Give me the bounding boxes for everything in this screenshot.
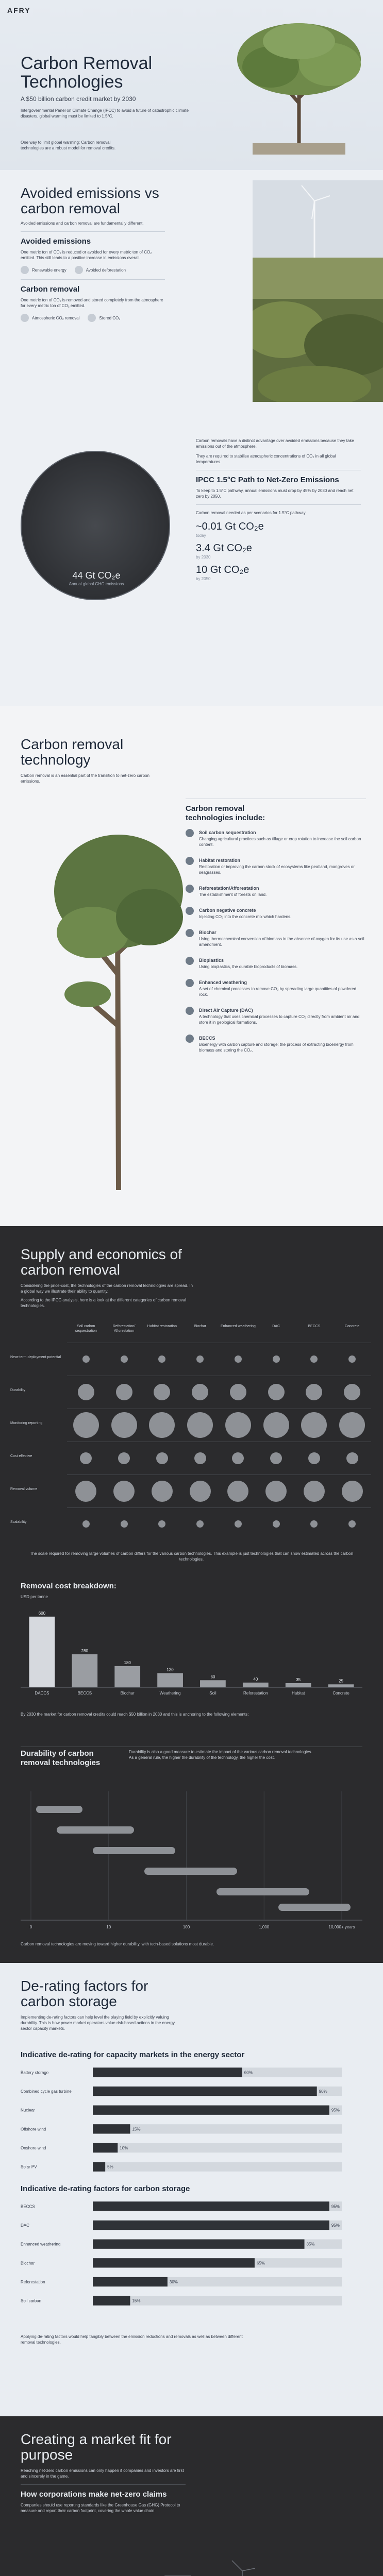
matrix-bubble	[158, 1355, 165, 1363]
cost-bar	[72, 1654, 97, 1687]
technology-item: BECCS Bioenergy with carbon capture and storage; the process of extracting bioenergy from biomass and storing the CO₂.	[186, 1035, 366, 1053]
technology-item: Reforestation/Afforestation The establishment of forests on land.	[186, 885, 366, 897]
matrix-bubble	[301, 1412, 327, 1438]
derating-category-label: Onshore wind	[21, 2146, 46, 2150]
matrix-bubble	[308, 1452, 320, 1464]
matrix-bubble	[156, 1452, 168, 1464]
derating-category-label: BECCS	[21, 2204, 35, 2209]
matrix-footnote: The scale required for removing large volumes of carbon differs for the various carbon technologies. This example is just technologies that can show estimated across the carbon technologies.	[29, 1551, 354, 1562]
derating-value-label: 65%	[256, 2261, 265, 2266]
matrix-bubble	[154, 1384, 170, 1400]
technology-item: Soil carbon sequestration Changing agricultural practices such as tillage or crop rotation to increase the soil carbon content.	[186, 829, 366, 848]
derating-category-label: Enhanced weathering	[21, 2242, 61, 2247]
emissions-value: 44 Gt CO₂e	[72, 570, 121, 581]
emissions-caption: Annual global GHG emissions	[69, 582, 124, 586]
derating-category-label: Reforestation	[21, 2280, 45, 2284]
cost-value-label: 40	[253, 1676, 258, 1682]
forest-photo	[253, 299, 383, 402]
cost-axis-title: USD per tonne	[21, 1595, 48, 1599]
claims-subheading: How corporations make net-zero claims	[21, 2490, 167, 2499]
matrix-column-label: Concrete	[344, 1325, 360, 1328]
matrix-bubble	[235, 1355, 242, 1363]
cost-note: By 2030 the market for carbon removal credits could reach $50 billion in 2030 and this is anchoring to the following elements:	[21, 1712, 249, 1717]
durability-note: Carbon removal technologies are moving toward higher durability, with tech-based solutions most durable.	[21, 1942, 214, 1946]
matrix-bubble	[342, 1481, 363, 1502]
derating-value-label: 95%	[331, 2223, 340, 2228]
chart2-heading: Indicative de-rating factors for carbon storage	[21, 2184, 190, 2193]
stat-item: 10 Gt CO₂e by 2050	[196, 564, 249, 581]
soil-icon	[186, 829, 194, 837]
stats-list	[196, 521, 361, 582]
matrix-bubble	[346, 1452, 358, 1464]
derating-category-label: Nuclear	[21, 2108, 35, 2113]
cost-bar	[114, 1666, 140, 1687]
derating-bar	[93, 2143, 118, 2153]
durability-range-bar	[36, 1806, 82, 1813]
derating-category-label: Offshore wind	[21, 2127, 46, 2132]
derating-category-label: Soil carbon	[21, 2298, 42, 2303]
matrix-bubble	[270, 1452, 282, 1464]
derating-value-label: 30%	[169, 2280, 178, 2284]
avoided-title: Avoided emissions vs carbon removal	[21, 185, 159, 216]
matrix-bubble	[348, 1355, 356, 1363]
derating-bar	[93, 2124, 130, 2133]
matrix-bubble	[196, 1355, 204, 1363]
derating-title: De-rating factors for carbon storage	[21, 1978, 148, 2009]
derating-lead: Implementing de-rating factors can help level the playing field by explicitly valuing durability. This is how power market operators value risk-based actions in the energy sector capacity markets.	[21, 2015, 175, 2031]
derating-value-label: 15%	[132, 2127, 141, 2132]
hero-subtitle: A $50 billion carbon credit market by 2030	[21, 95, 136, 103]
matrix-bubble	[75, 1481, 96, 1502]
stored-co2-item: Stored CO₂	[88, 314, 120, 322]
durability-range-bar	[278, 1904, 351, 1911]
cost-bar	[200, 1680, 226, 1687]
cost-category-label: Habitat	[292, 1691, 305, 1696]
matrix-bubble	[78, 1384, 94, 1400]
cost-category-label: Reforestation	[243, 1691, 268, 1696]
technology-item: Biochar Using thermochemical conversion of biomass in the absence of oxygen for its use as a soil amendment.	[186, 929, 366, 947]
economics-section	[0, 1226, 383, 1963]
market-title: Creating a market fit for purpose	[21, 2431, 172, 2463]
matrix-bubble	[190, 1481, 211, 1502]
matrix-bubble	[263, 1412, 289, 1438]
matrix-bubble	[310, 1520, 318, 1528]
technologies-list-heading: Carbon removal technologies include:	[186, 804, 265, 822]
habitat-icon	[186, 857, 194, 865]
derating-bar	[93, 2277, 168, 2286]
cost-value-label: 25	[339, 1679, 344, 1684]
derating-value-label: 95%	[331, 2108, 340, 2113]
cost-category-label: Concrete	[332, 1691, 349, 1696]
matrix-bubble	[149, 1412, 175, 1438]
matrix-bubble	[273, 1520, 280, 1528]
matrix-row-label: Monitoring reporting	[10, 1421, 43, 1425]
cost-bar	[29, 1617, 55, 1687]
tree-illustration	[222, 15, 376, 155]
matrix-column-label: Biochar	[194, 1325, 206, 1328]
technology-section	[0, 706, 383, 1226]
chart1-heading: Indicative de-rating for capacity markets in the energy sector	[21, 2050, 245, 2059]
cost-value-label: 280	[81, 1649, 88, 1653]
matrix-bubble	[230, 1384, 246, 1400]
durability-axis-label: 10,000+ years	[328, 1925, 355, 1929]
avoided-vs-removal-section	[0, 170, 383, 706]
derating-value-label: 5%	[107, 2164, 113, 2170]
matrix-column-label: Reforestation/ Afforestation	[112, 1325, 136, 1333]
durability-axis-label: 100	[182, 1925, 190, 1929]
matrix-bubble	[121, 1520, 128, 1528]
page-title: Carbon Removal Technologies	[21, 54, 153, 92]
derating-section	[0, 1963, 383, 2416]
renewable-energy-icon	[21, 266, 29, 274]
hero-intro: Intergovernmental Panel on Climate Change (IPCC) to avoid a future of catastrophic climate disasters, global warming must be limited to 1.5°C.	[21, 108, 189, 118]
matrix-bubble	[194, 1452, 206, 1464]
bioplastics-icon	[186, 957, 194, 965]
avoided-deforestation-item: Avoided deforestation	[75, 266, 126, 274]
air-capture-icon	[186, 1007, 194, 1015]
cost-breakdown-heading: Removal cost breakdown:	[21, 1582, 116, 1590]
matrix-bubble	[116, 1384, 132, 1400]
matrix-bubble	[344, 1384, 360, 1400]
derating-category-label: Battery storage	[21, 2070, 49, 2075]
matrix-body	[10, 1343, 373, 1540]
matrix-column-label: Soil carbon sequestration	[75, 1325, 97, 1333]
ipcc-path-heading: IPCC 1.5°C Path to Net-Zero Emissions	[196, 476, 339, 484]
matrix-bubble	[265, 1481, 287, 1502]
technology-item: Bioplastics Using bioplastics, the durable bioproducts of biomass.	[186, 957, 366, 970]
derating-value-label: 60%	[244, 2070, 253, 2075]
cost-category-label: Soil	[209, 1691, 217, 1696]
concrete-icon	[186, 907, 194, 915]
cost-value-label: 180	[124, 1660, 131, 1665]
derating-bar	[93, 2106, 329, 2115]
market-section	[0, 2416, 383, 2576]
technology-lead: Carbon removal is an essential part of the transition to net-zero carbon emissions.	[21, 773, 149, 784]
forest-icon	[186, 885, 194, 893]
matrix-row-label: Cost effective	[10, 1454, 32, 1458]
derating-category-label: Solar PV	[21, 2164, 37, 2170]
matrix-bubble	[73, 1412, 99, 1438]
hero-note: One way to limit global warming: Carbon removal technologies are a robust model for removal credits.	[21, 140, 116, 150]
matrix-bubble	[235, 1520, 242, 1528]
matrix-bubble	[82, 1355, 90, 1363]
derating-category-label: Biochar	[21, 2261, 35, 2266]
matrix-bubble	[80, 1452, 92, 1464]
cost-value-label: 35	[296, 1677, 301, 1682]
technology-title: Carbon removal technology	[21, 736, 124, 768]
matrix-bubble	[306, 1384, 322, 1400]
stabilise-text: They are required to stabilise atmospheric concentrations of CO₂ in all global temperatures.	[196, 454, 336, 464]
technology-item: Habitat restoration Restoration or improving the carbon stock of ecosystems like peatland, mangroves or seagrasses.	[186, 857, 366, 875]
cost-bar-chart	[21, 1600, 362, 1703]
avoided-emissions-heading: Avoided emissions	[21, 237, 91, 246]
cost-category-label: BECCS	[77, 1691, 92, 1696]
durability-range-bar	[217, 1888, 309, 1895]
matrix-bubble	[304, 1481, 325, 1502]
matrix-bubble	[339, 1412, 365, 1438]
technology-item: Carbon negative concrete Injecting CO₂ into the concrete mix which hardens.	[186, 907, 366, 920]
derating-bar	[93, 2240, 305, 2249]
technology-item: Enhanced weathering A set of chemical processes to remove CO₂ by spreading large quantities of powdered rock.	[186, 979, 366, 997]
derating-bar	[93, 2296, 130, 2306]
derating-bar	[93, 2162, 105, 2172]
matrix-bubble	[232, 1452, 244, 1464]
durability-range-bar	[93, 1847, 175, 1854]
matrix-bubble	[187, 1412, 213, 1438]
cost-bar	[328, 1684, 354, 1687]
matrix-column-label: DAC	[272, 1325, 280, 1328]
biochar-icon	[186, 929, 194, 937]
stat-item: ~0.01 Gt CO₂e today	[196, 521, 264, 538]
rock-icon	[186, 979, 194, 987]
cost-category-label: Weathering	[159, 1691, 181, 1696]
cost-category-label: DACCS	[35, 1691, 49, 1696]
market-lead: Reaching net-zero carbon emissions can only happen if companies and investors are first and sincerely in the game.	[21, 2468, 184, 2479]
cost-value-label: 600	[38, 1611, 46, 1616]
durability-axis-label: 0	[29, 1925, 32, 1929]
bioenergy-icon	[186, 1035, 194, 1043]
durability-chart	[21, 1781, 362, 1936]
matrix-bubble	[158, 1520, 165, 1528]
matrix-column-label: Enhanced weathering	[221, 1325, 256, 1328]
economics-title: Supply and economics of carbon removal	[21, 1246, 182, 1278]
cost-bar	[286, 1683, 311, 1687]
matrix-bubble	[268, 1384, 285, 1400]
matrix-bubble	[82, 1520, 90, 1528]
atmospheric-removal-item: Atmospheric CO₂ removal	[21, 314, 79, 322]
bubble-matrix	[10, 1324, 373, 1540]
matrix-bubble	[118, 1452, 130, 1464]
durability-range-bar	[144, 1868, 237, 1875]
economics-sub: According to the IPCC analysis, here is a look at the different categories of carbon removal technologies.	[21, 1298, 186, 1308]
derating-category-label: DAC	[21, 2223, 29, 2228]
derating-value-label: 10%	[120, 2146, 128, 2150]
durability-heading: Durability of carbon removal technologies	[21, 1749, 101, 1767]
matrix-bubble	[192, 1384, 208, 1400]
matrix-bubble	[113, 1481, 135, 1502]
matrix-row-label: Durability	[10, 1388, 26, 1392]
matrix-bubble	[111, 1412, 137, 1438]
derating-bar	[93, 2201, 329, 2211]
matrix-row-label: Removal volume	[10, 1487, 38, 1491]
cost-value-label: 60	[210, 1674, 215, 1680]
derating-value-label: 90%	[319, 2089, 327, 2094]
cost-category-label: Biochar	[120, 1691, 135, 1696]
storage-icon	[88, 314, 96, 322]
derating-bar	[93, 2221, 329, 2230]
removal-advantage-text: Carbon removals have a distinct advantage over avoided emissions because they take emissions out of the atmosphere.	[196, 438, 354, 449]
matrix-bubble	[348, 1520, 356, 1528]
claims-subtext: Companies should use reporting standards like the Greenhouse Gas (GHG) Protocol to measure and report their carbon footprint, covering the whole value chain.	[21, 2503, 180, 2513]
industry-skyline-illustration	[21, 2545, 362, 2576]
matrix-bubble	[273, 1355, 280, 1363]
carbon-removal-text: One metric ton of CO₂ is removed and stored completely from the atmosphere for every metric ton of CO₂ emitted.	[21, 298, 163, 308]
cloud-icon	[21, 314, 29, 322]
derating-bar	[93, 2087, 317, 2096]
matrix-row-label: Scalability	[10, 1520, 27, 1524]
derating-footer: Applying de-rating factors would help tangibly between the emission reductions and removals as well as between different removal technologies.	[21, 2334, 243, 2345]
matrix-column-label: Habitat restoration	[147, 1325, 177, 1328]
matrix-bubble	[152, 1481, 173, 1502]
technologies-list	[186, 829, 366, 1053]
tall-tree-illustration	[52, 819, 186, 1190]
matrix-bubble	[227, 1481, 248, 1502]
technology-item: Direct Air Capture (DAC) A technology that uses chemical processes to capture CO₂ directly from ambient air and store it in geological formations.	[186, 1007, 366, 1025]
cost-value-label: 120	[166, 1667, 174, 1672]
stats-lead: Carbon removal needed as per scenarios for 1.5°C pathway	[196, 511, 306, 515]
derating-value-label: 15%	[132, 2298, 141, 2303]
brand-logo: AFRY	[7, 6, 31, 14]
matrix-bubble	[310, 1355, 318, 1363]
matrix-bubble	[121, 1355, 128, 1363]
matrix-row-label: Near-term deployment potential	[10, 1355, 61, 1359]
wind-turbine-photo	[253, 180, 383, 299]
hero-section	[0, 0, 383, 170]
durability-axis-label: 10	[106, 1925, 111, 1929]
derating-value-label: 85%	[306, 2242, 315, 2247]
tree-icon	[75, 266, 83, 274]
cost-bar	[243, 1683, 269, 1687]
stat-item: 3.4 Gt CO₂e by 2030	[196, 543, 252, 560]
avoided-emissions-text: One metric ton of CO₂ is reduced or avoided for every metric ton of CO₂ emitted. This still leads to a positive increase in emissions overall.	[21, 250, 152, 260]
durability-axis-label: 1,000	[259, 1925, 270, 1929]
matrix-bubble	[196, 1520, 204, 1528]
durability-text: Durability is also a good measure to estimate the impact of the various carbon removal technologies. As a general rule, the higher the durability of the technology, the higher the cost.	[129, 1750, 312, 1760]
matrix-column-label: BECCS	[308, 1325, 321, 1328]
derating-bar	[93, 2067, 242, 2077]
carbon-removal-heading: Carbon removal	[21, 285, 80, 294]
cost-bar	[157, 1673, 183, 1687]
avoided-lead: Avoided emissions and carbon removal are fundamentally different.	[21, 221, 144, 226]
renewable-energy-item: Renewable energy	[21, 266, 66, 274]
derating-category-label: Combined cycle gas turbine	[21, 2089, 72, 2094]
ipcc-path-text: To keep to 1.5°C pathway, annual emissions must drop by 45% by 2030 and reach net zero by 2050.	[196, 488, 354, 499]
capacity-derating-chart	[21, 2063, 362, 2176]
durability-range-bar	[57, 1826, 134, 1834]
economics-lead: Considering the price-cost, the technologies of the carbon removal technologies are spread. In a global way we illustrate their ability to quantity.	[21, 1283, 193, 1294]
storage-derating-chart	[21, 2197, 362, 2310]
derating-value-label: 95%	[331, 2204, 340, 2209]
matrix-bubble	[225, 1412, 251, 1438]
matrix-header	[67, 1324, 371, 1340]
derating-bar	[93, 2258, 255, 2267]
emissions-circle	[21, 451, 170, 600]
